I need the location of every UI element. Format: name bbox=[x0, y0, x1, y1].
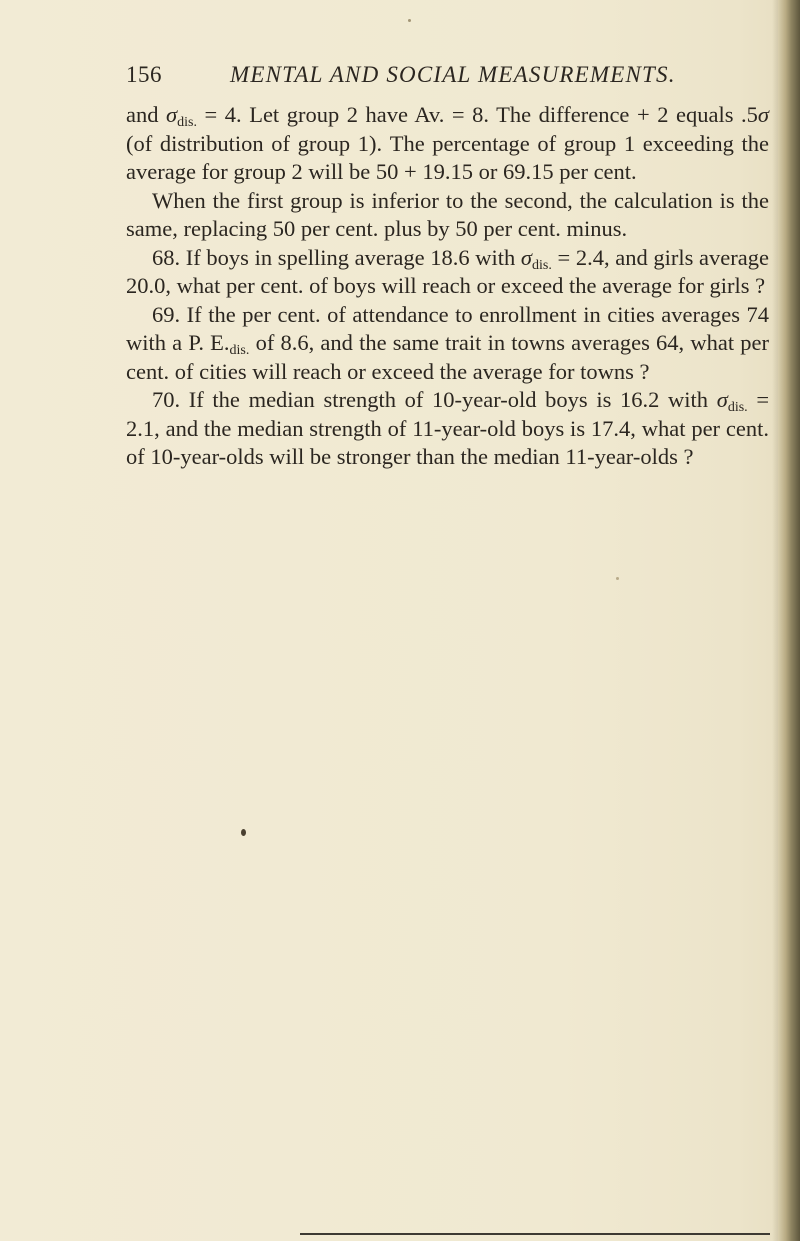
exercise-69: 69. If the per cent. of attendance to enrollment in cities averages 74 with a P. $E._{dis.}$ of 8.6, and the same trait in towns averages 64, what per cent. of cities will reach or exceed the average for towns ? bbox=[126, 301, 769, 384]
book-spine-edge bbox=[778, 0, 800, 1241]
dis-subscript: dis. bbox=[532, 257, 552, 273]
sigma-symbol: σ bbox=[520, 244, 533, 270]
page-header bbox=[126, 62, 766, 92]
sigma-symbol: σ bbox=[166, 102, 178, 127]
ink-speck bbox=[408, 19, 411, 22]
sigma-symbol: σ bbox=[716, 387, 728, 412]
body-text bbox=[126, 101, 769, 472]
ink-speck bbox=[241, 829, 246, 836]
dis-subscript: dis. bbox=[727, 400, 748, 415]
dis-subscript: dis. bbox=[229, 343, 250, 358]
running-head: MENTAL AND SOCIAL MEASUREMENTS. bbox=[230, 62, 676, 87]
sigma-symbol: σ bbox=[757, 102, 769, 127]
paragraph-group-difference: and $\sigma_{dis.} = 4$. Let group 2 have Av. = 8. The difference + 2 equals .5σ (of distribution of group 1). The percentage of group 1 exceeding the average for group 2 will be 50 + 19.15 or 69.15 per cent. bbox=[126, 102, 769, 184]
bottom-edge-line bbox=[300, 1233, 770, 1235]
exercise-68: 68. If boys in spelling average 18.6 with $\sigma_{dis.} = 2.4$, and girls average 20.0, what per cent. of boys will reach or exceed the average for girls ? bbox=[126, 244, 769, 298]
dis-subscript: dis. bbox=[177, 115, 197, 130]
exercise-70: 70. If the median strength of 10-year-old boys is 16.2 with $\sigma_{dis.} = 2.1$, and the median strength of 11-year-old boys is 17.4, what per cent. of 10-year-olds will be stronger than the median 11-year-olds ? bbox=[126, 387, 770, 469]
paragraph-inferior-group: When the first group is inferior to the second, the calculation is the same, replacing 50 per cent. plus by 50 per cent. minus. bbox=[126, 187, 769, 241]
page-number: 156 bbox=[126, 62, 162, 87]
ink-speck bbox=[616, 577, 619, 580]
